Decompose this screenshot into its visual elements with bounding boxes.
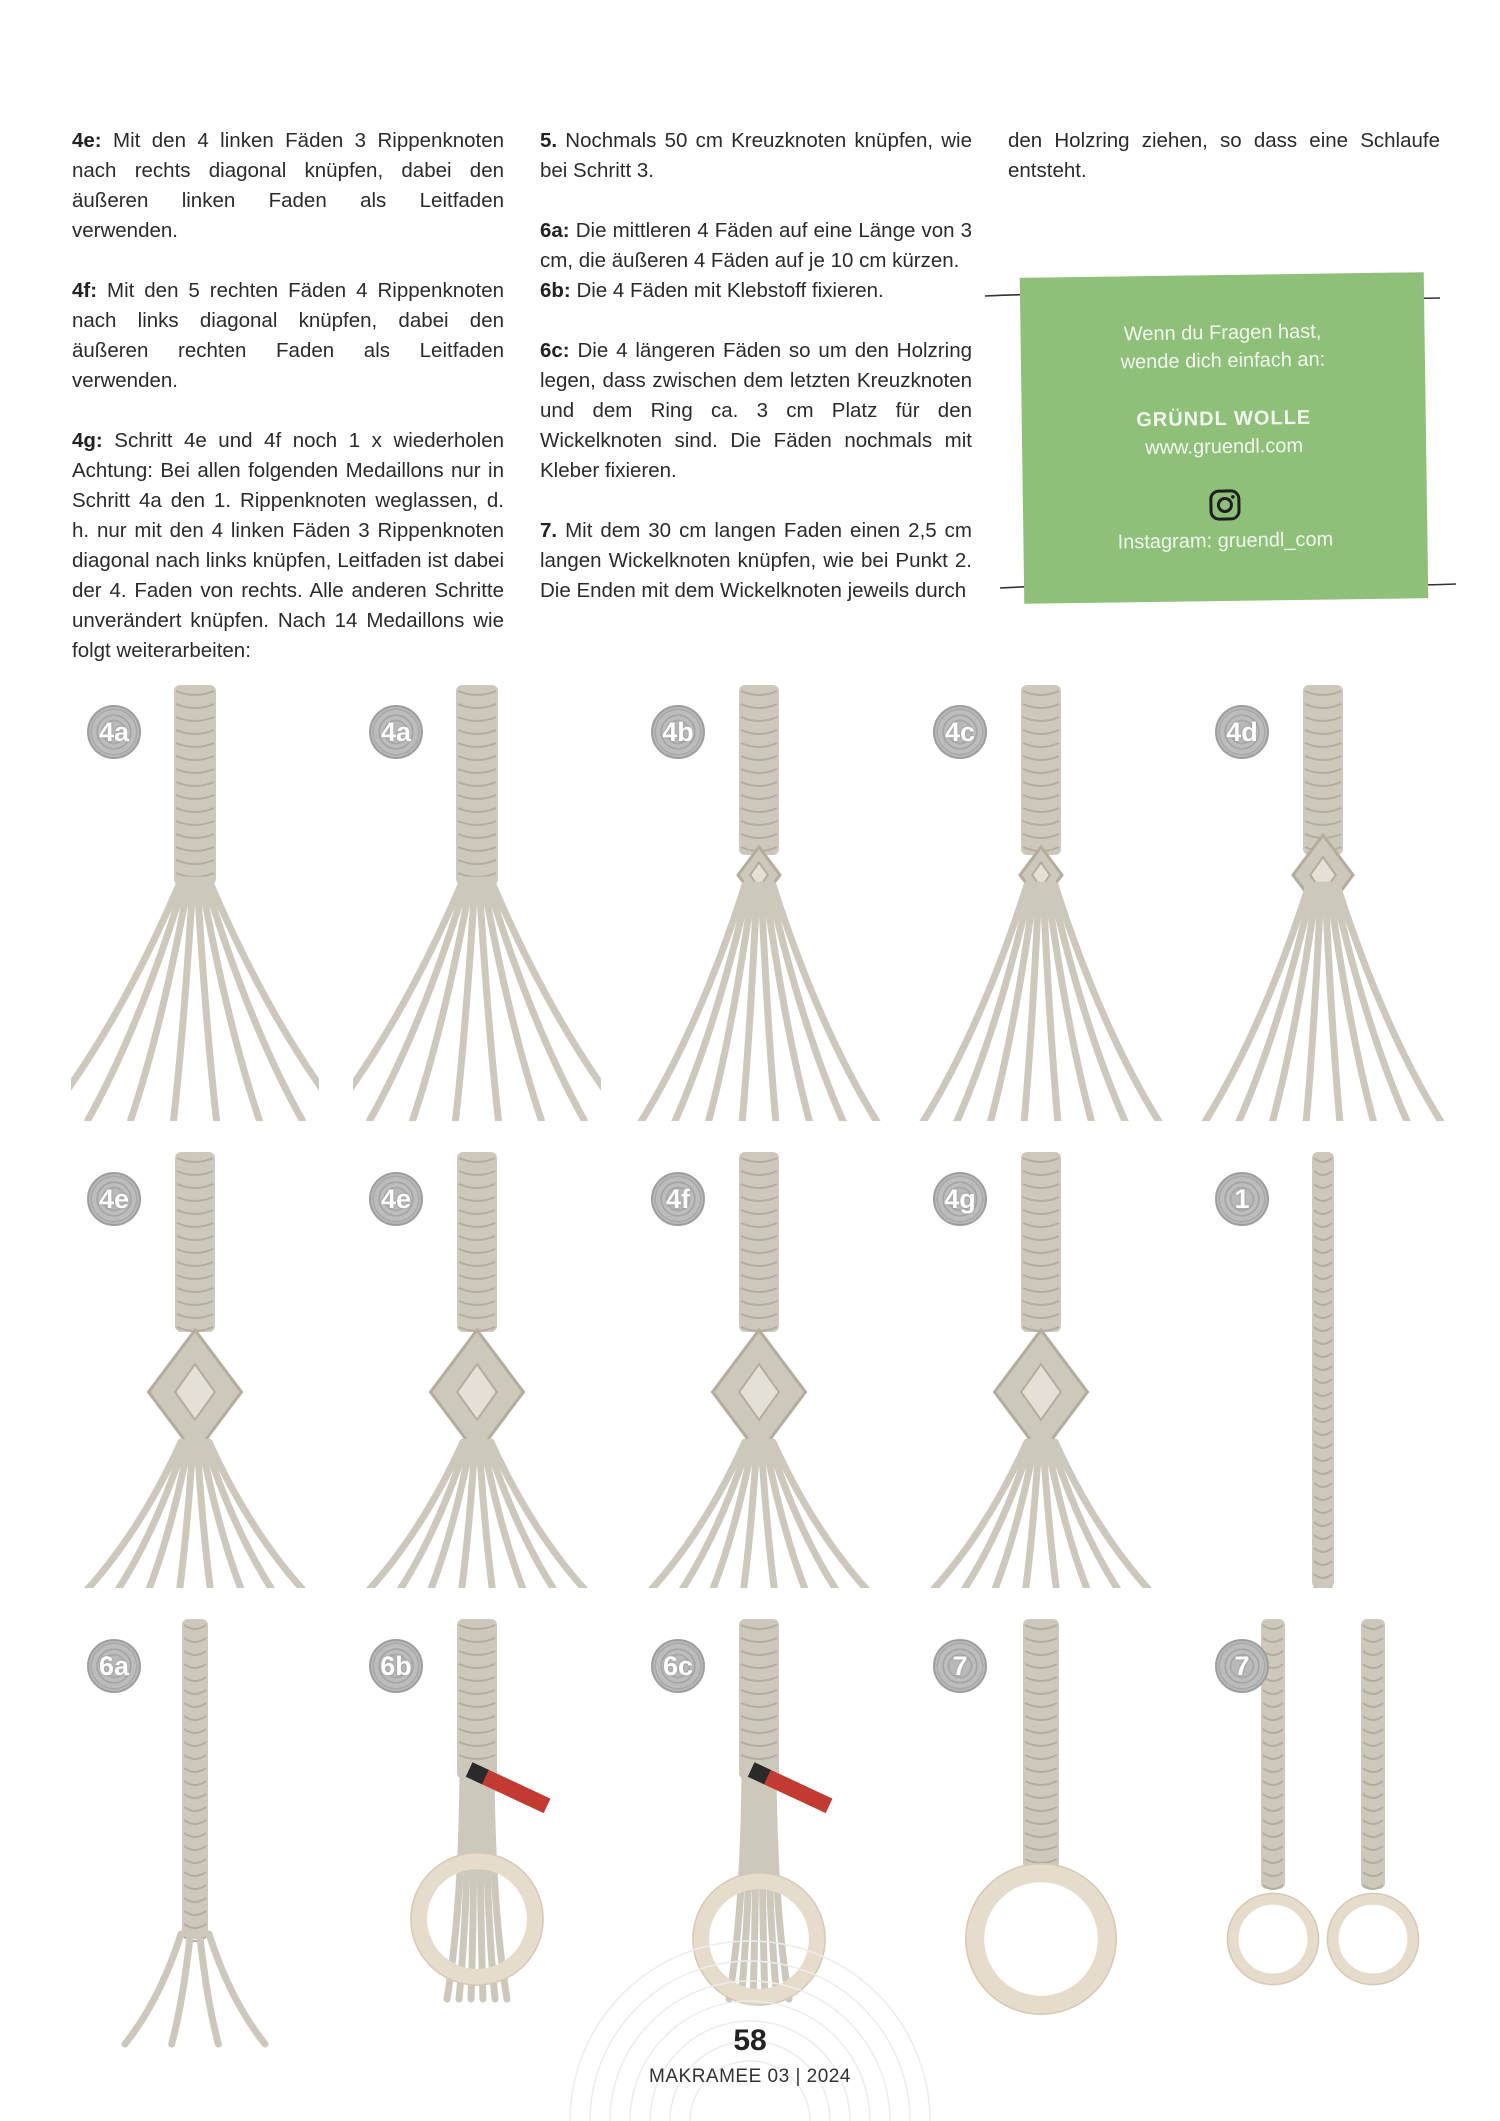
step-6c-paragraph bbox=[540, 336, 972, 486]
step-badge: 4c bbox=[933, 705, 987, 759]
step-photo bbox=[1199, 1619, 1447, 2055]
step-photo bbox=[1199, 1152, 1447, 1588]
step-photo bbox=[71, 1152, 319, 1588]
instagram-handle[interactable]: Instagram: gruendl_com bbox=[1117, 528, 1334, 554]
step-text: Mit den 4 linken Fäden 3 Rippenknoten nach rechts diagonal knüpfen, dabei den äußeren linken Faden als Leitfaden verwenden. bbox=[72, 129, 504, 242]
step-6a-paragraph bbox=[540, 216, 972, 276]
text-column-1 bbox=[72, 126, 504, 696]
step-text: Mit dem 30 cm langen Faden einen 2,5 cm langen Wickelknoten knüpfen, wie bei Punkt 2. Die Enden mit dem Wickelknoten jeweils durch bbox=[540, 519, 972, 602]
step-label: 4f: bbox=[72, 279, 98, 302]
step-badge: 1 bbox=[1215, 1172, 1269, 1226]
step-badge: 4a bbox=[87, 705, 141, 759]
text-column-3 bbox=[1008, 126, 1440, 216]
step-5-paragraph bbox=[540, 126, 972, 186]
step-badge: 7 bbox=[933, 1639, 987, 1693]
step-text: Nochmals 50 cm Kreuzknoten knüpfen, wie bei Schritt 3. bbox=[540, 129, 972, 182]
step-badge: 4g bbox=[933, 1172, 987, 1226]
step-text: Die 4 längeren Fäden so um den Holzring legen, dass zwischen dem letzten Kreuzknoten und dem Ring ca. 3 cm Platz für den Wickelknoten sind. Die Fäden nochmals mit Kleber fixieren. bbox=[540, 339, 972, 482]
step-photo bbox=[1199, 685, 1447, 1121]
instagram-icon[interactable] bbox=[1208, 488, 1242, 522]
step-text: Die mittleren 4 Fäden auf eine Länge von 3 cm, die äußeren 4 Fäden auf je 10 cm kürzen. bbox=[540, 219, 972, 272]
step-photo bbox=[71, 1619, 319, 2055]
step-text: Die 4 Fäden mit Klebstoff fixieren. bbox=[570, 279, 884, 302]
step-photo bbox=[353, 685, 601, 1121]
card-intro bbox=[1020, 316, 1425, 378]
step-photo bbox=[635, 685, 883, 1121]
step-4f-paragraph bbox=[72, 276, 504, 396]
step-text: Schritt 4e und 4f noch 1 x wiederholen Achtung: Bei allen folgenden Medaillons nur in Schritt 4a den 1. Rippenknoten weglassen, d. h. nur mit den 4 linken Fäden 3 Rippenknoten diagonal nach links knüpfen, Leitfaden ist dabei der 4. Faden von rechts. Alle anderen Schritte unverändert knüpfen. Nach 14 Medaillons wie folgt weiterarbeiten: bbox=[72, 429, 504, 662]
step-badge: 6c bbox=[651, 1639, 705, 1693]
card-intro-line-1: Wenn du Fragen hast, bbox=[1123, 320, 1322, 346]
step-6b-paragraph bbox=[540, 276, 972, 306]
card-intro-line-2: wende dich einfach an: bbox=[1120, 348, 1326, 374]
step-badge: 4f bbox=[651, 1172, 705, 1226]
step-label: 6a: bbox=[540, 219, 570, 242]
step-photo bbox=[917, 685, 1165, 1121]
brand-name: GRÜNDL WOLLE bbox=[1136, 406, 1312, 432]
contact-info-card bbox=[1020, 272, 1429, 604]
step-label: 7. bbox=[540, 519, 558, 542]
step-badge: 7 bbox=[1215, 1639, 1269, 1693]
step-badge: 4a bbox=[369, 705, 423, 759]
step-label: 6c: bbox=[540, 339, 570, 362]
step-4g-paragraph bbox=[72, 426, 504, 666]
step-photo bbox=[635, 1152, 883, 1588]
step-7-continued: den Holzring ziehen, so dass eine Schlaufe entsteht. bbox=[1008, 129, 1440, 182]
step-photo bbox=[71, 685, 319, 1121]
text-column-2 bbox=[540, 126, 972, 636]
step-photo bbox=[917, 1152, 1165, 1588]
step-text: Mit den 5 rechten Fäden 4 Rippenknoten nach links diagonal knüpfen, dabei den äußeren rechten Faden als Leitfaden verwenden. bbox=[72, 279, 504, 392]
step-badge: 4e bbox=[369, 1172, 423, 1226]
step-label: 4g: bbox=[72, 429, 103, 452]
step-badge: 6b bbox=[369, 1639, 423, 1693]
website-link[interactable]: www.gruendl.com bbox=[1145, 434, 1304, 460]
step-badge: 6a bbox=[87, 1639, 141, 1693]
step-label: 5. bbox=[540, 129, 558, 152]
magazine-issue: MAKRAMEE 03 | 2024 bbox=[649, 2066, 851, 2087]
step-7-paragraph bbox=[540, 516, 972, 606]
page-number: 58 bbox=[733, 2024, 767, 2057]
step-badge: 4d bbox=[1215, 705, 1269, 759]
step-photo bbox=[353, 1152, 601, 1588]
step-badge: 4b bbox=[651, 705, 705, 759]
step-label: 4e: bbox=[72, 129, 102, 152]
step-badge: 4e bbox=[87, 1172, 141, 1226]
step-label: 6b: bbox=[540, 279, 571, 302]
step-4e-paragraph bbox=[72, 126, 504, 246]
